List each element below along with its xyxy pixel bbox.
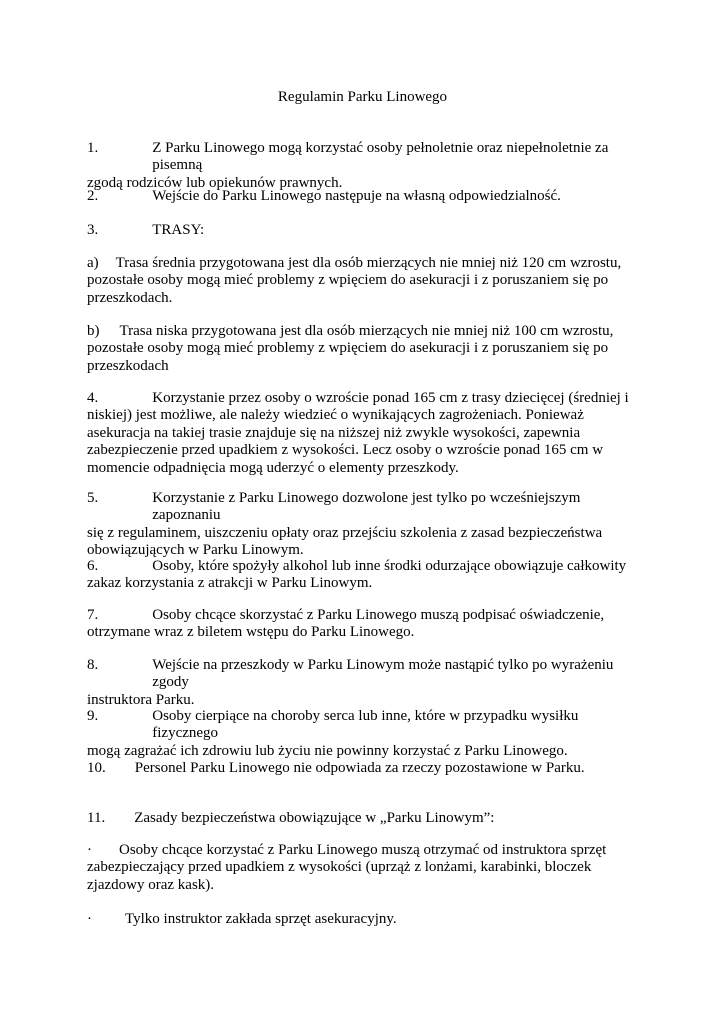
item-text-continued: zabezpieczający przed upadkiem z wysokości (uprząż z lonżami, karabinki, bloczek zjazdowy oraz kask).: [87, 859, 592, 893]
regulation-item: [87, 607, 643, 642]
item-text: Wejście do Parku Linowego następuje na własną odpowiedzialność.: [152, 188, 561, 204]
item-text: Trasa średnia przygotowana jest dla osób mierzących nie mniej niż 120 cm wzrostu,: [115, 255, 622, 271]
item-number: 2.: [87, 188, 99, 204]
item-number: 5.: [87, 490, 99, 506]
item-number: ·: [87, 842, 92, 858]
regulation-item: [87, 188, 643, 205]
item-text: Wejście na przeszkody w Parku Linowym może nastąpić tylko po wyrażeniu zgody: [152, 657, 614, 691]
item-number: 8.: [87, 657, 99, 673]
item-text-continued: zgodą rodziców lub opiekunów prawnych.: [87, 174, 343, 191]
item-text: Z Parku Linowego mogą korzystać osoby pełnoletnie oraz niepełnoletnie za pisemną: [152, 140, 609, 174]
regulation-item: [87, 558, 643, 593]
item-text-continued: niskiej) jest możliwe, ale należy wiedzieć o wynikających zagrożeniach. Ponieważ asekuracja na takiej trasie znajduje się na niższej niż zwykle wysokości, zapewnia zabezpieczenie przed upadkiem z wysokości. Lecz osoby o wzroście ponad 165 cm w momencie odpadnięcia mogą uderzyć o elementy przeszkody.: [87, 407, 604, 476]
regulation-item: [87, 390, 643, 477]
item-text: Korzystanie z Parku Linowego dozwolone jest tylko po wcześniejszym zapoznaniu: [152, 490, 581, 524]
regulation-item: [87, 911, 643, 928]
item-text-continued: otrzymane wraz z biletem wstępu do Parku Linowego.: [87, 624, 415, 641]
item-number: ·: [87, 911, 92, 927]
regulation-item: [87, 708, 643, 760]
item-text-continued: instruktora Parku.: [87, 691, 195, 708]
item-text: Tylko instruktor zakłada sprzęt asekuracyjny.: [125, 911, 397, 927]
regulation-item: [87, 842, 643, 894]
item-text-continued: pozostałe osoby mogą mieć problemy z wpięciem do asekuracji i z poruszaniem się po przeszkodach: [87, 340, 609, 374]
regulation-item: [87, 760, 643, 777]
item-text-continued: zakaz korzystania z atrakcji w Parku Linowym.: [87, 575, 373, 592]
item-text: Osoby chcące skorzystać z Parku Linowego muszą podpisać oświadczenie,: [152, 607, 605, 623]
item-number: 6.: [87, 558, 99, 574]
item-number: 4.: [87, 390, 99, 406]
item-number: 11.: [87, 810, 106, 826]
item-text-continued: pozostałe osoby mogą mieć problemy z wpięciem do asekuracji i z poruszaniem się po przeszkodach.: [87, 272, 609, 306]
item-text: Trasa niska przygotowana jest dla osób mierzących nie mniej niż 100 cm wzrostu,: [119, 323, 614, 339]
item-text: Zasady bezpieczeństwa obowiązujące w „Parku Linowym”:: [134, 810, 495, 826]
item-text: TRASY:: [152, 222, 205, 238]
regulation-item: [87, 490, 643, 560]
item-number: 10.: [87, 760, 106, 776]
item-number: 9.: [87, 708, 99, 724]
item-text: Osoby cierpiące na choroby serca lub inne, które w przypadku wysiłku fizycznego: [152, 708, 579, 742]
regulation-item: [87, 255, 643, 307]
item-text-continued: się z regulaminem, uiszczeniu opłaty oraz przejściu szkolenia z zasad bezpieczeństwa obowiązujących w Parku Linowym.: [87, 524, 603, 559]
regulation-item: [87, 657, 643, 709]
item-number: 7.: [87, 607, 99, 623]
regulation-item: [87, 140, 643, 192]
item-text: Korzystanie przez osoby o wzroście ponad 165 cm z trasy dziecięcej (średniej i: [152, 390, 629, 406]
item-number: 3.: [87, 222, 99, 238]
regulation-item: [87, 222, 643, 239]
item-number: a): [87, 255, 99, 271]
item-text: Personel Parku Linowego nie odpowiada za rzeczy pozostawione w Parku.: [134, 760, 585, 776]
item-number: b): [87, 323, 100, 339]
item-number: 1.: [87, 140, 99, 156]
item-text-continued: mogą zagrażać ich zdrowiu lub życiu nie powinny korzystać z Parku Linowego.: [87, 742, 568, 759]
item-text: Osoby chcące korzystać z Parku Linowego muszą otrzymać od instruktora sprzęt: [119, 842, 607, 858]
item-text: Osoby, które spożyły alkohol lub inne środki odurzające obowiązuje całkowity: [152, 558, 627, 574]
page-title: Regulamin Parku Linowego: [277, 89, 448, 105]
regulation-item: [87, 810, 643, 827]
regulation-item: [87, 323, 643, 375]
